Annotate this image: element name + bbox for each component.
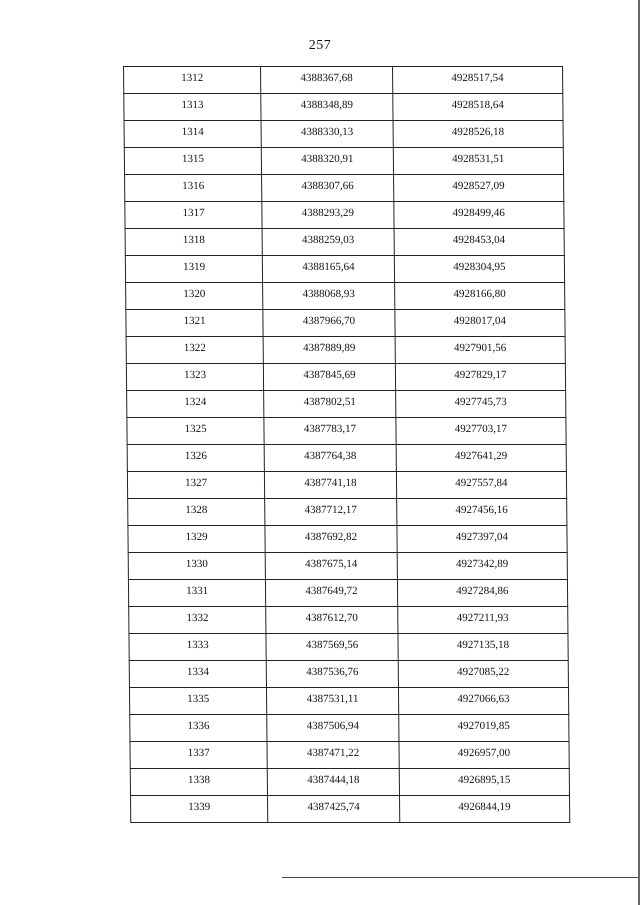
point-number-cell-text: 1327 — [185, 477, 208, 489]
y-coordinate-cell-text: 4926844,19 — [458, 801, 511, 813]
x-coordinate-cell — [262, 148, 394, 175]
point-number-cell-text: 1319 — [182, 261, 206, 273]
y-coordinate-cell — [394, 202, 565, 229]
point-number-cell — [127, 391, 265, 418]
x-coordinate-cell — [261, 121, 393, 148]
x-coordinate-cell-text: 4388259,03 — [301, 234, 355, 246]
point-number-cell-text: 1323 — [184, 369, 207, 381]
point-number-cell — [127, 472, 265, 499]
point-number-cell — [126, 283, 264, 310]
point-number-cell — [124, 67, 262, 94]
x-coordinate-cell-text: 4388293,29 — [301, 207, 355, 219]
x-coordinate-cell — [264, 445, 396, 472]
y-coordinate-cell-text: 4927135,18 — [456, 639, 510, 651]
x-coordinate-cell-text: 4387649,72 — [305, 585, 358, 597]
y-coordinate-cell-text: 4927703,17 — [454, 423, 508, 435]
x-coordinate-cell-text: 4387675,14 — [305, 558, 358, 570]
table-row — [125, 229, 564, 256]
y-coordinate-cell — [395, 310, 566, 337]
y-coordinate-cell — [394, 256, 565, 283]
point-number-cell — [129, 688, 267, 715]
page-number: 257 — [308, 38, 332, 53]
y-coordinate-cell-text: 4927284,86 — [456, 585, 509, 597]
table-row — [129, 634, 568, 661]
point-number-cell-text: 1325 — [184, 423, 207, 435]
y-coordinate-cell — [393, 148, 564, 175]
y-coordinate-cell — [396, 418, 567, 445]
table-row — [130, 715, 569, 742]
y-coordinate-cell — [396, 472, 567, 499]
x-coordinate-cell — [268, 796, 400, 823]
table-row — [130, 769, 569, 796]
table-row — [126, 310, 565, 337]
y-coordinate-cell-text: 4926895,15 — [458, 774, 511, 786]
x-coordinate-cell-text: 4388068,93 — [302, 288, 355, 300]
x-coordinate-cell-text: 4387692,82 — [304, 531, 358, 543]
table-row — [131, 796, 570, 823]
x-coordinate-cell — [267, 715, 399, 742]
table-row — [128, 553, 567, 580]
x-coordinate-cell — [266, 661, 398, 688]
point-number-cell — [125, 202, 263, 229]
point-number-cell — [129, 607, 267, 634]
point-number-cell-text: 1317 — [182, 207, 205, 219]
point-number-cell-text: 1336 — [187, 720, 210, 732]
y-coordinate-cell-text: 4927019,85 — [457, 720, 510, 732]
x-coordinate-cell — [261, 94, 393, 121]
x-coordinate-cell-text: 4387444,18 — [307, 774, 360, 786]
point-number-cell-text: 1324 — [184, 396, 207, 408]
point-number-cell — [125, 175, 263, 202]
x-coordinate-cell — [267, 769, 399, 796]
x-coordinate-cell — [262, 229, 394, 256]
table-row — [124, 94, 563, 121]
x-coordinate-cell-text: 4387889,89 — [303, 342, 356, 354]
point-number-cell — [126, 364, 264, 391]
x-coordinate-cell — [266, 607, 398, 634]
x-coordinate-cell — [266, 580, 398, 607]
point-number-cell — [124, 148, 262, 175]
y-coordinate-cell — [398, 634, 569, 661]
y-coordinate-cell-text: 4927066,63 — [457, 693, 510, 705]
point-number-cell-text: 1321 — [183, 315, 206, 327]
table-row — [129, 607, 568, 634]
point-number-cell — [131, 796, 269, 823]
point-number-cell — [128, 526, 266, 553]
point-number-cell — [129, 634, 267, 661]
x-coordinate-cell — [263, 256, 395, 283]
y-coordinate-cell — [394, 283, 565, 310]
y-coordinate-cell — [393, 175, 564, 202]
table-row — [125, 202, 564, 229]
point-number-cell — [126, 310, 264, 337]
x-coordinate-cell-text: 4387612,70 — [305, 612, 358, 624]
table-row — [126, 283, 565, 310]
y-coordinate-cell-text: 4928527,09 — [452, 180, 505, 192]
table-row — [127, 391, 566, 418]
point-number-cell-text: 1316 — [182, 180, 205, 192]
y-coordinate-cell — [397, 553, 568, 580]
point-number-cell-text: 1334 — [186, 666, 209, 678]
y-coordinate-cell — [392, 67, 563, 94]
point-number-cell-text: 1322 — [183, 342, 206, 354]
x-coordinate-cell-text: 4387506,94 — [306, 720, 360, 732]
table-row — [127, 445, 566, 472]
point-number-cell-text: 1326 — [184, 450, 207, 462]
x-coordinate-cell — [264, 418, 396, 445]
point-number-cell — [126, 337, 264, 364]
x-coordinate-cell-text: 4387783,17 — [303, 423, 357, 435]
y-coordinate-cell-text: 4928304,95 — [453, 261, 506, 273]
x-coordinate-cell — [262, 202, 394, 229]
point-number-cell — [124, 121, 262, 148]
y-coordinate-cell-text: 4928453,04 — [452, 234, 506, 246]
point-number-cell-text: 1313 — [181, 99, 204, 111]
x-coordinate-cell — [263, 337, 395, 364]
x-coordinate-cell — [264, 391, 396, 418]
y-coordinate-cell-text: 4927211,93 — [456, 612, 509, 624]
y-coordinate-cell — [397, 607, 568, 634]
point-number-cell-text: 1329 — [185, 531, 208, 543]
x-coordinate-cell-text: 4387845,69 — [303, 369, 356, 381]
y-coordinate-cell-text: 4926957,00 — [457, 747, 511, 759]
x-coordinate-cell — [265, 553, 397, 580]
y-coordinate-cell-text: 4927745,73 — [454, 396, 507, 408]
point-number-cell — [127, 445, 265, 472]
point-number-cell-text: 1318 — [182, 234, 205, 246]
point-number-cell-text: 1333 — [186, 639, 209, 651]
table-row — [130, 742, 569, 769]
table-row — [124, 121, 563, 148]
point-number-cell-text: 1312 — [181, 72, 204, 84]
y-coordinate-cell-text: 4928017,04 — [453, 315, 506, 327]
y-coordinate-cell — [396, 445, 567, 472]
x-coordinate-cell-text: 4387712,17 — [304, 504, 357, 516]
y-coordinate-cell — [398, 715, 569, 742]
y-coordinate-cell-text: 4927641,29 — [454, 450, 508, 462]
x-coordinate-cell — [263, 283, 395, 310]
point-number-cell — [128, 499, 266, 526]
y-coordinate-cell — [398, 661, 569, 688]
x-coordinate-cell-text: 4387802,51 — [303, 396, 356, 408]
x-coordinate-cell-text: 4388165,64 — [302, 261, 355, 273]
point-number-cell-text: 1328 — [185, 504, 208, 516]
y-coordinate-cell — [398, 688, 569, 715]
point-number-cell — [124, 94, 262, 121]
point-number-cell — [128, 580, 266, 607]
point-number-cell — [130, 742, 268, 769]
coordinates-table — [123, 66, 570, 823]
y-coordinate-cell — [397, 526, 568, 553]
y-coordinate-cell-text: 4927085,22 — [456, 666, 510, 678]
table-row — [128, 499, 567, 526]
x-coordinate-cell-text: 4387764,38 — [304, 450, 357, 462]
point-number-cell-text: 1338 — [187, 774, 211, 786]
y-coordinate-cell-text: 4927901,56 — [453, 342, 507, 354]
y-coordinate-cell-text: 4928526,18 — [451, 126, 505, 138]
table-row — [127, 418, 566, 445]
x-coordinate-cell-text: 4387425,74 — [307, 801, 360, 813]
point-number-cell-text: 1330 — [185, 558, 208, 570]
table-row — [127, 472, 566, 499]
point-number-cell-text: 1331 — [186, 585, 209, 597]
table-row — [126, 364, 565, 391]
point-number-cell-text: 1320 — [183, 288, 206, 300]
y-coordinate-cell — [396, 499, 567, 526]
y-coordinate-cell-text: 4928531,51 — [452, 153, 505, 165]
table-row — [124, 67, 563, 94]
point-number-cell-text: 1314 — [181, 126, 204, 138]
table-row — [125, 175, 564, 202]
x-coordinate-cell — [265, 472, 397, 499]
x-coordinate-cell — [262, 175, 394, 202]
point-number-cell — [128, 553, 266, 580]
y-coordinate-cell — [392, 94, 563, 121]
x-coordinate-cell-text: 4387569,56 — [305, 639, 359, 651]
table-row — [129, 661, 568, 688]
point-number-cell — [130, 769, 268, 796]
y-coordinate-cell — [393, 121, 564, 148]
x-coordinate-cell-text: 4387471,22 — [306, 747, 360, 759]
x-coordinate-cell — [263, 310, 395, 337]
y-coordinate-cell-text: 4927397,04 — [455, 531, 509, 543]
point-number-cell-text: 1337 — [187, 747, 210, 759]
table-row — [124, 148, 563, 175]
y-coordinate-cell-text: 4928517,54 — [451, 72, 504, 84]
y-coordinate-cell-text: 4928166,80 — [453, 288, 506, 300]
table-row — [128, 580, 567, 607]
x-coordinate-cell-text: 4387966,70 — [302, 315, 356, 327]
x-coordinate-cell — [264, 364, 396, 391]
y-coordinate-cell-text: 4927557,84 — [455, 477, 508, 489]
x-coordinate-cell-text: 4387741,18 — [304, 477, 357, 489]
y-coordinate-cell-text: 4928499,46 — [452, 207, 505, 219]
bottom-rule — [282, 877, 640, 878]
y-coordinate-cell-text: 4927829,17 — [454, 369, 507, 381]
x-coordinate-cell — [267, 742, 399, 769]
point-number-cell — [125, 229, 263, 256]
y-coordinate-cell — [397, 580, 568, 607]
table-row — [129, 688, 568, 715]
x-coordinate-cell — [261, 67, 393, 94]
x-coordinate-cell — [267, 688, 399, 715]
x-coordinate-cell-text: 4388307,66 — [301, 180, 354, 192]
y-coordinate-cell — [399, 742, 570, 769]
point-number-cell — [129, 661, 267, 688]
point-number-cell — [130, 715, 268, 742]
y-coordinate-cell — [399, 769, 570, 796]
table-row — [128, 526, 567, 553]
point-number-cell-text: 1339 — [188, 801, 211, 813]
table-row — [126, 337, 565, 364]
table-row — [125, 256, 564, 283]
y-coordinate-cell — [395, 391, 566, 418]
point-number-cell — [125, 256, 263, 283]
x-coordinate-cell — [265, 499, 397, 526]
x-coordinate-cell-text: 4388330,13 — [300, 126, 354, 138]
coordinates-table-body — [124, 67, 570, 823]
y-coordinate-cell-text: 4927342,89 — [455, 558, 509, 570]
x-coordinate-cell-text: 4388348,89 — [300, 99, 354, 111]
point-number-cell-text: 1335 — [187, 693, 210, 705]
x-coordinate-cell — [265, 526, 397, 553]
y-coordinate-cell — [395, 337, 566, 364]
y-coordinate-cell-text: 4928518,64 — [451, 99, 504, 111]
x-coordinate-cell-text: 4388367,68 — [300, 72, 353, 84]
y-coordinate-cell — [399, 796, 570, 823]
y-coordinate-cell — [395, 364, 566, 391]
point-number-cell-text: 1315 — [181, 153, 205, 165]
point-number-cell — [127, 418, 265, 445]
x-coordinate-cell-text: 4387531,11 — [306, 693, 359, 705]
y-coordinate-cell-text: 4927456,16 — [455, 504, 508, 516]
x-coordinate-cell-text: 4387536,76 — [306, 666, 359, 678]
y-coordinate-cell — [394, 229, 565, 256]
x-coordinate-cell — [266, 634, 398, 661]
point-number-cell-text: 1332 — [186, 612, 209, 624]
x-coordinate-cell-text: 4388320,91 — [301, 153, 354, 165]
